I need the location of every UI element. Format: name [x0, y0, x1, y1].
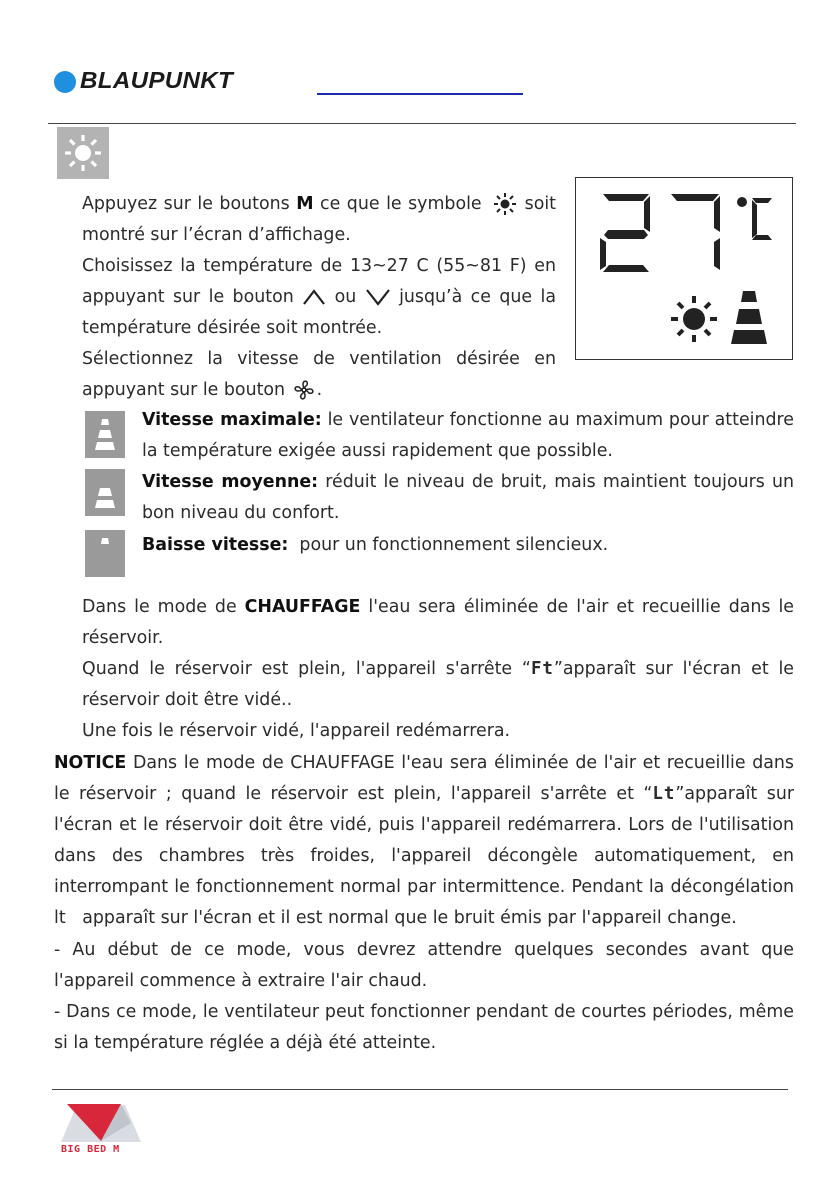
notice-bullet-2: - Dans ce mode, le ventilateur peut fonctionner pendant de courtes périodes, même si la température réglée a déjà été atteinte.	[54, 1002, 794, 1053]
speed-item-medium: Vitesse moyenne: réduit le niveau de bruit, mais maintient toujours un bon niveau du confort.	[142, 472, 794, 523]
footer-divider	[52, 1089, 788, 1090]
up-arrow-icon	[302, 288, 326, 306]
speed-item-max: Vitesse maximale: le ventilateur fonctionne au maximum pour atteindre la température exigée aussi rapidement que possible.	[142, 410, 794, 461]
lcd-sun-icon	[671, 296, 717, 342]
notice-paragraph: NOTICE Dans le mode de CHAUFFAGE l'eau sera éliminée de l'air et recueillie dans le réservoir ; quand le réservoir est plein, l'appareil s'arrête et “Lt”apparaît sur l'écran et le réservoir doit être vidé, puis l'appareil redémarrera. Lors de l'utilisation dans des chambres très froides, l'appareil décongèle automatiquement, en interrompant le fonctionnement normal par intermittence. Pendant la décongélation lt apparaît sur l'écran et il est normal que le bruit émis par l'appareil change.	[54, 753, 800, 928]
intro-paragraph-2: Choisissez la température de 13~27 C (55~81 F) en appuyant sur le bouton ou jusqu’à ce que la température désirée soit montrée.	[82, 256, 556, 338]
fan-icon	[291, 377, 317, 403]
brand-logo-dot	[54, 71, 76, 93]
medium-speed-icon	[85, 469, 125, 516]
header-link-underline[interactable]	[317, 93, 523, 95]
heating-paragraph-3: Une fois le réservoir vidé, l'appareil redémarrera.	[82, 721, 511, 741]
display-panel	[575, 177, 793, 360]
intro-paragraph-3: Sélectionnez la vitesse de ventilation désirée en appuyant sur le bouton .	[82, 344, 556, 406]
footer-logo-text: BIG BED M	[61, 1144, 120, 1155]
degree-symbol	[737, 197, 747, 207]
speed-item-low: Baisse vitesse: pour un fonctionnement silencieux.	[142, 535, 609, 555]
footer-logo	[61, 1101, 141, 1159]
notice-bullet-1: - Au début de ce mode, vous devrez attendre quelques secondes avant que l'appareil commence à extraire l'air chaud.	[54, 940, 794, 991]
brand-logo: BLAUPUNKT	[80, 67, 234, 93]
lcd-digit-7	[671, 194, 720, 270]
intro-paragraph-1: Appuyez sur le boutons M ce que le symbole soit montré sur l’écran d’affichage.	[82, 189, 556, 251]
sun-icon	[57, 127, 109, 179]
ft-display-code: Ft	[530, 659, 554, 679]
lcd-digit-2	[600, 194, 650, 272]
notice-label: NOTICE	[54, 753, 127, 773]
heating-paragraph-1: Dans le mode de CHAUFFAGE l'eau sera éliminée de l'air et recueillie dans le réservoir.	[82, 597, 794, 648]
celsius-symbol	[752, 198, 772, 240]
heat-mode-icon-box	[57, 127, 109, 179]
low-speed-icon	[85, 530, 125, 577]
header-divider	[48, 123, 796, 124]
sun-symbol-icon	[492, 191, 518, 217]
heating-paragraph-2: Quand le réservoir est plein, l'appareil s'arrête “Ft”apparaît sur l'écran et le réservoir doit être vidé..	[82, 659, 794, 710]
down-arrow-icon	[365, 288, 391, 306]
lt-display-code: Lt	[652, 784, 676, 804]
max-speed-icon	[85, 411, 125, 458]
lcd-display	[576, 178, 791, 358]
lcd-fan-speed-icon	[731, 291, 767, 344]
